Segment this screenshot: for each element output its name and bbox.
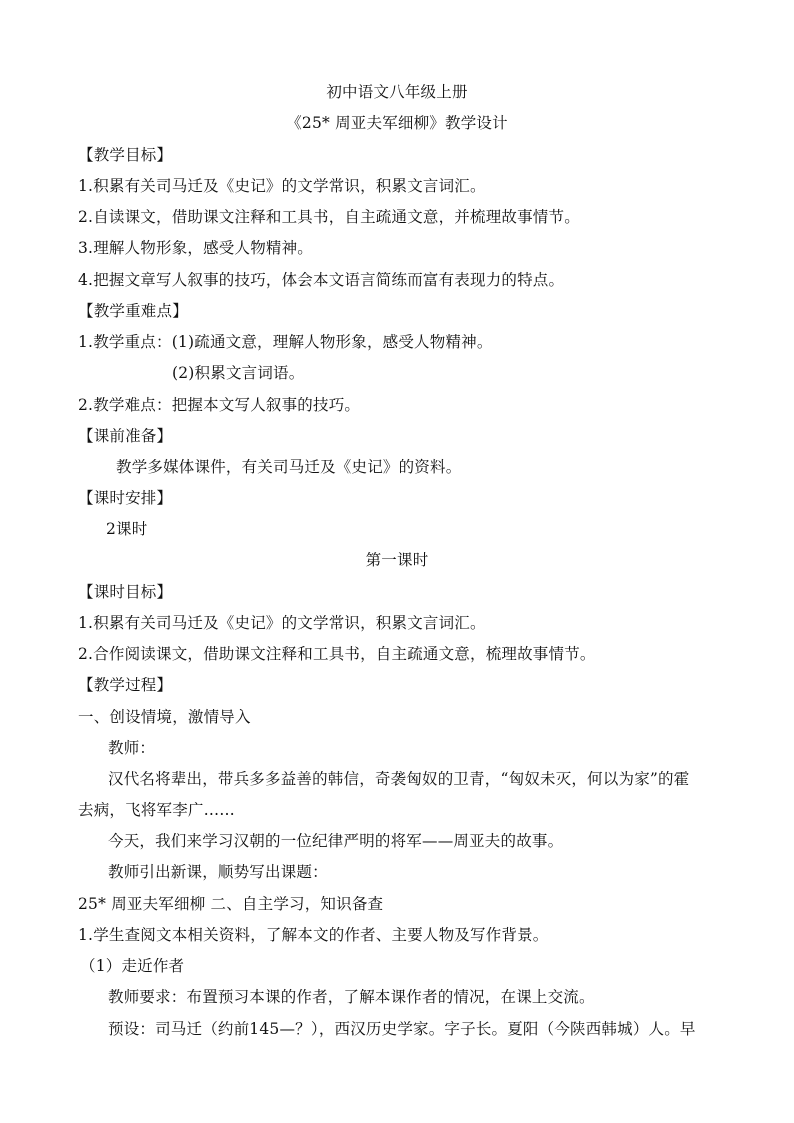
prep-heading: 【课前准备】 <box>78 427 173 445</box>
process-heading: 【教学过程】 <box>78 676 173 694</box>
document-title: 初中语文八年级上册 <box>326 83 468 101</box>
objectives-heading: 【教学目标】 <box>78 146 173 164</box>
today-paragraph: 今天，我们来学习汉朝的一位纪律严明的将军——周亚夫的故事。 <box>108 832 564 850</box>
lesson-goals-heading: 【课时目标】 <box>78 583 173 601</box>
lead-paragraph: 教师引出新课，顺势写出课题： <box>108 863 328 881</box>
key-point-subitem: (2)积累文言词语。 <box>172 364 305 382</box>
objective-item: 4.把握文章写人叙事的技巧，体会本文语言简练而富有表现力的特点。 <box>78 271 565 289</box>
objective-item: 1.积累有关司马迁及《史记》的文学常识，积累文言词汇。 <box>78 177 486 195</box>
key-points-heading: 【教学重难点】 <box>78 302 188 320</box>
topic-line: 25* 周亚夫军细柳 二、自主学习，知识备查 <box>78 895 384 913</box>
schedule-heading: 【课时安排】 <box>78 489 173 507</box>
preset-paragraph-line: 预设：司马迁（约前145—？），西汉历史学家。字子长。夏阳（今陕西韩城）人。早 <box>108 1020 696 1038</box>
intro-paragraph-line: 去病，飞将军李广…… <box>78 801 236 819</box>
intro-paragraph-line: 汉代名将辈出，带兵多多益善的韩信，奇袭匈奴的卫青，“匈奴未灭，何以为家”的霍 <box>108 770 690 788</box>
objective-item: 3.理解人物形象，感受人物精神。 <box>78 239 313 257</box>
teacher-requirement: 教师要求：布置预习本课的作者，了解本课作者的情况，在课上交流。 <box>108 988 595 1006</box>
step-one-heading: 一、创设情境，激情导入 <box>78 708 251 726</box>
lesson-goal-item: 2.合作阅读课文，借助课文注释和工具书，自主疏通文意，梳理故事情节。 <box>78 645 596 663</box>
author-heading: （1）走近作者 <box>80 957 185 975</box>
teacher-label: 教师： <box>108 739 156 757</box>
schedule-text: 2课时 <box>106 520 148 538</box>
study-item: 1.学生查阅文本相关资料，了解本文的作者、主要人物及写作背景。 <box>78 926 549 944</box>
lesson-goal-item: 1.积累有关司马迁及《史记》的文学常识，积累文言词汇。 <box>78 614 486 632</box>
prep-text: 教学多媒体课件，有关司马迁及《史记》的资料。 <box>116 458 462 476</box>
key-point-item: 2.教学难点：把握本文写人叙事的技巧。 <box>78 396 361 414</box>
objective-item: 2.自读课文，借助课文注释和工具书，自主疏通文意，并梳理故事情节。 <box>78 208 580 226</box>
document-subtitle: 《25* 周亚夫军细柳》教学设计 <box>286 114 508 132</box>
key-point-item: 1.教学重点：(1)疏通文意，理解人物形象，感受人物精神。 <box>78 333 493 351</box>
lesson-one-title: 第一课时 <box>365 551 429 569</box>
